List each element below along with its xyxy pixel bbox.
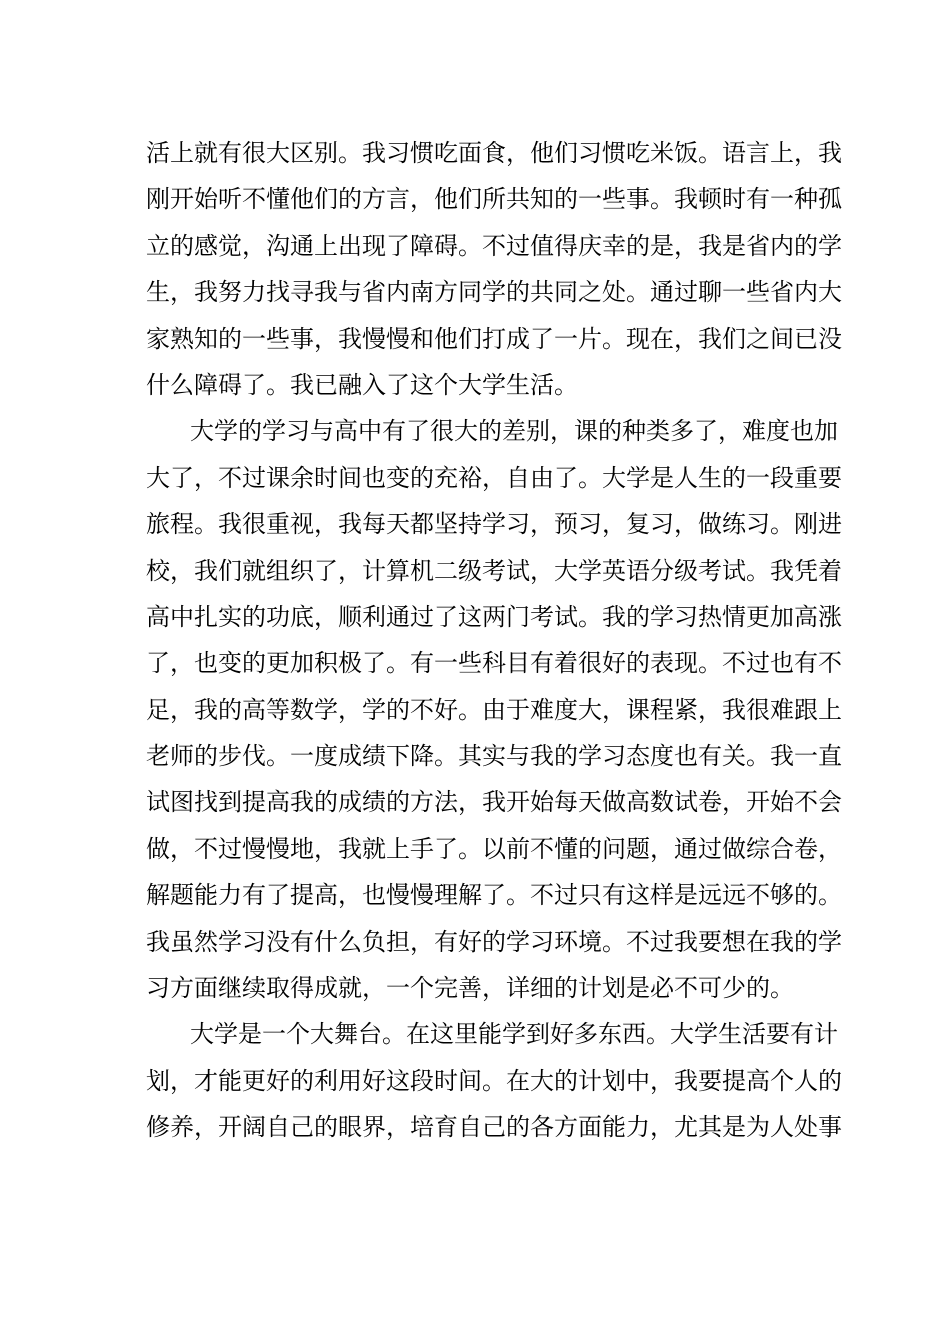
- paragraph-2-line-11: 解题能力有了提高，也慢慢理解了。不过只有这样是远远不够的。: [146, 881, 842, 910]
- paragraph-2-line-7: 足，我的高等数学，学的不好。由于难度大，课程紧，我很难跟上: [146, 695, 842, 724]
- paragraph-2-line-6: 了，也变的更加积极了。有一些科目有着很好的表现。不过也有不: [146, 649, 842, 678]
- paragraph-2-line-12: 我虽然学习没有什么负担，有好的学习环境。不过我要想在我的学: [146, 927, 842, 956]
- paragraph-3-line-2: 划，才能更好的利用好这段时间。在大的计划中，我要提高个人的: [146, 1066, 842, 1095]
- paragraph-2-line-4: 校，我们就组织了，计算机二级考试，大学英语分级考试。我凭着: [146, 556, 842, 585]
- paragraph-2-line-10: 做，不过慢慢地，我就上手了。以前不懂的问题，通过做综合卷，: [146, 834, 842, 863]
- paragraph-2-line-8: 老师的步伐。一度成绩下降。其实与我的学习态度也有关。我一直: [146, 742, 842, 771]
- paragraph-3-line-1: 大学是一个大舞台。在这里能学到好多东西。大学生活要有计: [190, 1020, 838, 1049]
- paragraph-1-line-6: 什么障碍了。我已融入了这个大学生活。: [146, 370, 578, 399]
- body-text: [146, 130, 842, 1151]
- paragraph-2-line-9: 试图找到提高我的成绩的方法，我开始每天做高数试卷，开始不会: [146, 788, 842, 817]
- paragraph-2-line-13: 习方面继续取得成就，一个完善，详细的计划是必不可少的。: [146, 974, 794, 1003]
- paragraph-3-line-3: 修养，开阔自己的眼界，培育自己的各方面能力，尤其是为人处事: [146, 1113, 842, 1142]
- paragraph-1-line-3: 立的感觉，沟通上出现了障碍。不过值得庆幸的是，我是省内的学: [146, 231, 842, 260]
- paragraph-1-line-4: 生，我努力找寻我与省内南方同学的共同之处。通过聊一些省内大: [146, 278, 842, 307]
- paragraph-2-line-1: 大学的学习与高中有了很大的差别，课的种类多了，难度也加: [190, 417, 838, 446]
- paragraph-1-line-2: 刚开始听不懂他们的方言，他们所共知的一些事。我顿时有一种孤: [146, 185, 842, 214]
- paragraph-2-line-2: 大了，不过课余时间也变的充裕，自由了。大学是人生的一段重要: [146, 463, 842, 492]
- paragraph-1-line-5: 家熟知的一些事，我慢慢和他们打成了一片。现在，我们之间已没: [146, 324, 842, 353]
- paragraph-2-line-3: 旅程。我很重视，我每天都坚持学习，预习，复习，做练习。刚进: [146, 510, 842, 539]
- paragraph-1-line-1: 活上就有很大区别。我习惯吃面食，他们习惯吃米饭。语言上，我: [146, 139, 842, 167]
- paragraph-2-line-5: 高中扎实的功底，顺利通过了这两门考试。我的学习热情更加高涨: [146, 602, 842, 631]
